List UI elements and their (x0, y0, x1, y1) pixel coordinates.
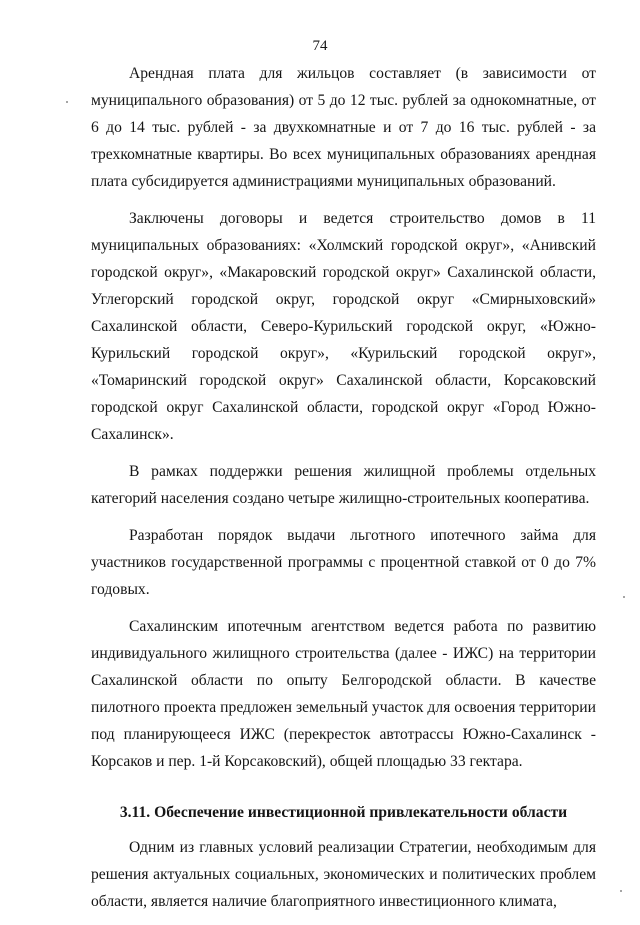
document-body (91, 60, 596, 925)
scan-speck (620, 890, 622, 892)
scan-speck (66, 101, 68, 103)
paragraph-cooperatives: В рамках поддержки решения жилищной проблемы отдельных категорий населения создано четыре жилищно-строительных кооператива. (91, 463, 596, 507)
scan-speck (623, 596, 625, 598)
paragraph-rent: Арендная плата для жильцов составляет (в зависимости от муниципального образования) от 5 до 12 тыс. рублей за однокомнатные, от 6 до 14 тыс. рублей - за двухкомнатные и от 7 до 16 тыс. рублей - за трехкомнатные квартиры. Во всех муниципальных образованиях арендная плата субсидируется администрациями муниципальных образований. (91, 65, 596, 190)
paragraph-investment: Одним из главных условий реализации Стратегии, необходимым для решения актуальных социальных, экономических и политических проблем области, является наличие благоприятного инвестиционного климата, (91, 839, 596, 910)
paragraph-construction: Заключены договоры и ведется строительство домов в 11 муниципальных образованиях: «Холмский городской округ», «Анивский городской округ», «Макаровский городской округ» Сахалинской области, Углегорский городской округ, городской округ «Смирныховский» Сахалинской области, Северо-Курильский городской округ, «Южно-Курильский городской округ», «Курильский городской округ», «Томаринский городской округ» Сахалинской области, Корсаковский городской округ Сахалинской области, городской округ «Город Южно-Сахалинск». (91, 210, 596, 443)
paragraph-mortgage: Разработан порядок выдачи льготного ипотечного займа для участников государственной программы с процентной ставкой от 0 до 7% годовых. (91, 527, 596, 598)
page-number: 74 (312, 38, 328, 54)
section-heading: 3.11. Обеспечение инвестиционной привлекательности области (119, 804, 568, 821)
paragraph-ihc: Сахалинским ипотечным агентством ведется работа по развитию индивидуального жилищного строительства (далее - ИЖС) на территории Сахалинской области по опыту Белгородской области. В качестве пилотного проекта предложен земельный участок для освоения территории под планирующееся ИЖС (перекресток автотрассы Южно-Сахалинск - Корсаков и пер. 1-й Корсаковский), общей площадью 33 гектара. (91, 618, 596, 770)
